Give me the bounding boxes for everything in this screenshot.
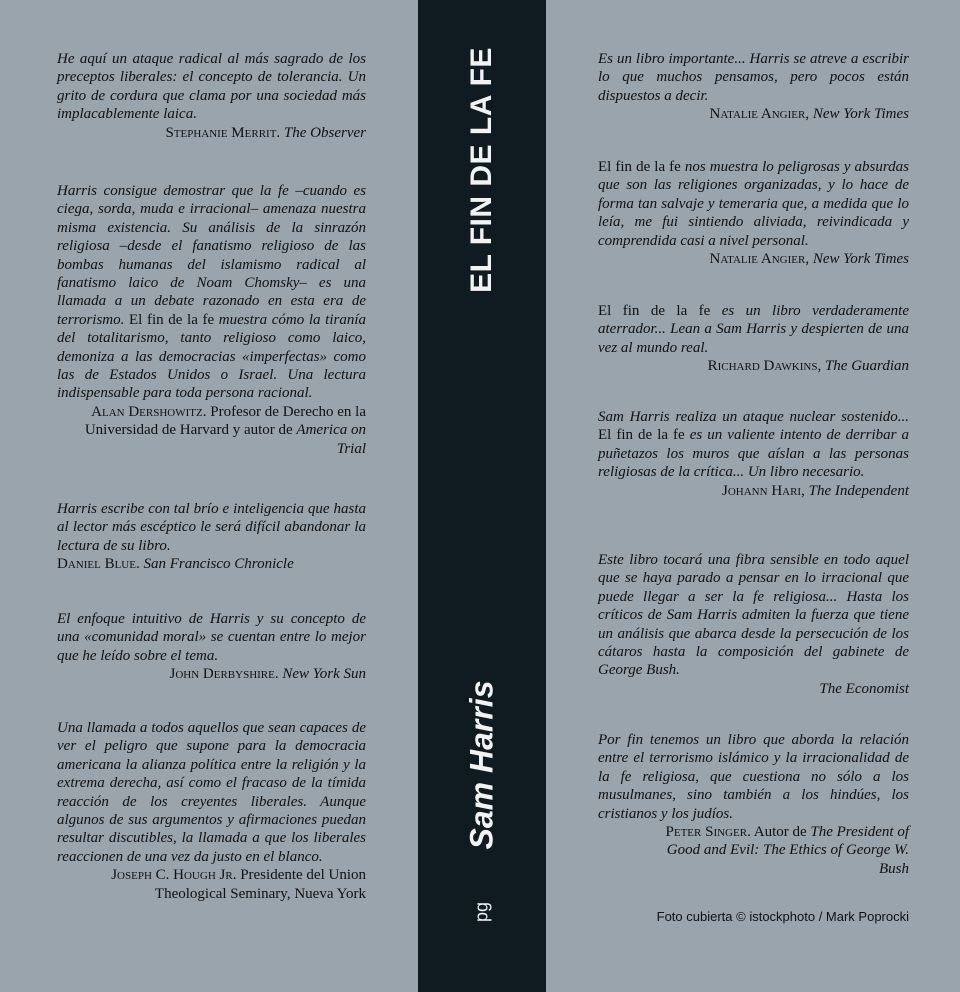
attribution-separator: , xyxy=(801,482,805,499)
book-title: El fin de la fe xyxy=(598,427,685,444)
quote-author: Daniel Blue xyxy=(57,556,136,573)
quote-attribution xyxy=(57,124,366,142)
quote-text: es un libro verdaderamente aterrador... Lean a Sam Harris y despierten de una vez al mundo real. xyxy=(598,303,909,356)
review-quote xyxy=(57,50,366,142)
quote-attribution xyxy=(57,555,366,573)
quote-author: Alan Dershowitz xyxy=(91,403,203,420)
quote-source: The Guardian xyxy=(824,358,909,375)
quote-text: Harris escribe con tal brío e inteligencia que hasta al lector más escéptico le será difícil abandonar la lectura de su libro. xyxy=(57,501,366,554)
quote-text: Sam Harris realiza un ataque nuclear sostenido... xyxy=(598,409,909,425)
quote-text: El enfoque intuitivo de Harris y su concepto de una «comunidad moral» se cuentan entre lo mejor que he leído sobre el tema. xyxy=(57,611,366,664)
quote-attribution xyxy=(598,823,909,878)
quote-source: America on Trial xyxy=(296,422,366,457)
quote-source: The Economist xyxy=(819,680,909,697)
author-role: . Profesor de Derecho en la Universidad de Harvard y autor de xyxy=(84,403,366,439)
quote-author: Natalie Angier xyxy=(709,106,806,123)
quote-attribution xyxy=(598,680,909,698)
quote-source: The President of Good and Evil: The Ethics of George W. Bush xyxy=(666,824,909,877)
quote-attribution xyxy=(598,250,909,268)
quote-source: New York Sun xyxy=(282,666,366,683)
quote-author: John Derbyshire xyxy=(169,666,275,683)
book-title: El fin de la fe xyxy=(598,303,711,319)
quote-attribution xyxy=(57,866,366,903)
review-quote xyxy=(598,158,909,268)
quote-text: Por fin tenemos un libro que aborda la relación entre el terrorismo islámico y la irracionalidad de la fe religiosa, que cuestiona no sólo a los musulmanes, sino también a los hindúes, los cristianos y los judíos. xyxy=(598,732,909,822)
spine-author: Sam Harris xyxy=(463,680,500,850)
attribution-separator: . xyxy=(135,556,140,573)
attribution-separator: , xyxy=(805,106,810,123)
quote-source: New York Times xyxy=(812,251,909,268)
review-quote xyxy=(598,50,909,124)
quote-author: Natalie Angier xyxy=(709,251,806,268)
quote-text: Es un libro importante... Harris se atreve a escribir lo que muchos pensamos, pero pocos están dispuestos a decir. xyxy=(598,51,909,104)
quote-author: Stephanie Merrit xyxy=(165,124,277,141)
book-title: El fin de la fe xyxy=(129,311,215,328)
quote-text: muestra cómo la tiranía del totalitarismo, tanto religioso como laico, demoniza a las democracias «imperfectas» como las de Estados Unidos o Israel. Una lectura indispensable para toda persona racional. xyxy=(57,311,367,402)
attribution-separator: . xyxy=(276,124,281,141)
review-quote xyxy=(57,182,366,458)
review-quote xyxy=(57,610,366,684)
quote-text: es un valiente intento de derribar a puñetazos los muros que aíslan a las personas religiosas de la crítica... Un libro necesario. xyxy=(598,427,909,481)
review-quote xyxy=(57,719,366,903)
photo-credit: Foto cubierta © istockphoto / Mark Poprocki xyxy=(656,909,909,924)
attribution-separator: , xyxy=(817,358,822,375)
quote-attribution xyxy=(598,482,909,500)
review-quote xyxy=(598,731,909,878)
quote-attribution xyxy=(598,105,909,123)
review-quote xyxy=(598,302,909,376)
quote-source: The Independent xyxy=(808,482,909,499)
book-title: El fin de la fe xyxy=(598,159,681,175)
quote-attribution xyxy=(57,403,366,458)
quote-author: Richard Dawkins xyxy=(707,358,818,375)
quote-source: The Observer xyxy=(283,124,366,141)
quote-source: New York Times xyxy=(812,106,909,123)
quote-text: He aquí un ataque radical al más sagrado de los preceptos liberales: el concepto de tolerancia. Un grito de cordura que clama por una sociedad más implacablemente laica. xyxy=(57,51,366,123)
quote-attribution xyxy=(598,357,909,375)
author-role: . Autor de xyxy=(747,824,807,841)
author-role: . Presidente del Union Theological Seminary, Nueva York xyxy=(154,867,366,902)
attribution-separator: , xyxy=(805,251,810,268)
review-quote xyxy=(57,500,366,574)
quote-author: Peter Singer xyxy=(665,824,748,841)
attribution-separator: . xyxy=(274,666,279,683)
quote-text: Este libro tocará una fibra sensible en todo aquel que se haya parado a pensar en lo irracional que puede llegar a ser la fe religiosa... Hasta los críticos de Sam Harris admiten la fuerza que tiene un análisis que abarca desde la persecución de los cátaros hasta la composición del gabinete de George Bush. xyxy=(598,552,909,679)
quote-text: Una llamada a todos aquellos que sean capaces de ver el peligro que supone para la democracia americana la alianza política entre la religión y la extrema derecha, así como el fracaso de la tímida reacción de los creyentes liberales. Aunque algunos de sus argumentos y afirmaciones puedan resultar discutibles, la llamada a que los liberales reaccionen de una vez da justo en el blanco. xyxy=(57,720,366,865)
review-quote xyxy=(598,551,909,698)
quote-author: Joseph C. Hough Jr xyxy=(111,867,233,884)
spine-title: EL FIN DE LA FE xyxy=(465,47,498,293)
quote-text: nos muestra lo peligrosas y absurdas que son las religiones organizadas, y lo hace de forma tan salvaje y temeraria que, a medida que lo leía, me fui sintiendo aliviada, reivindicada y comprendida casi a nivel personal. xyxy=(598,159,909,249)
quote-attribution xyxy=(57,665,366,683)
publisher-logo: pg xyxy=(471,901,492,923)
review-quote xyxy=(598,408,909,500)
quote-text: Harris consigue demostrar que la fe –cuando es ciega, sorda, muda e irracional– amenaza nuestra misma existencia. Su análisis de la sinrazón religiosa –desde el fanatismo religioso de las bombas humanas del islamismo radical al fanatismo laico de Noam Chomsky– es una llamada a un debate razonado en esta era de terrorismo. xyxy=(57,183,366,328)
quote-author: Johann Hari xyxy=(722,482,802,499)
quote-source: San Francisco Chronicle xyxy=(143,556,294,573)
